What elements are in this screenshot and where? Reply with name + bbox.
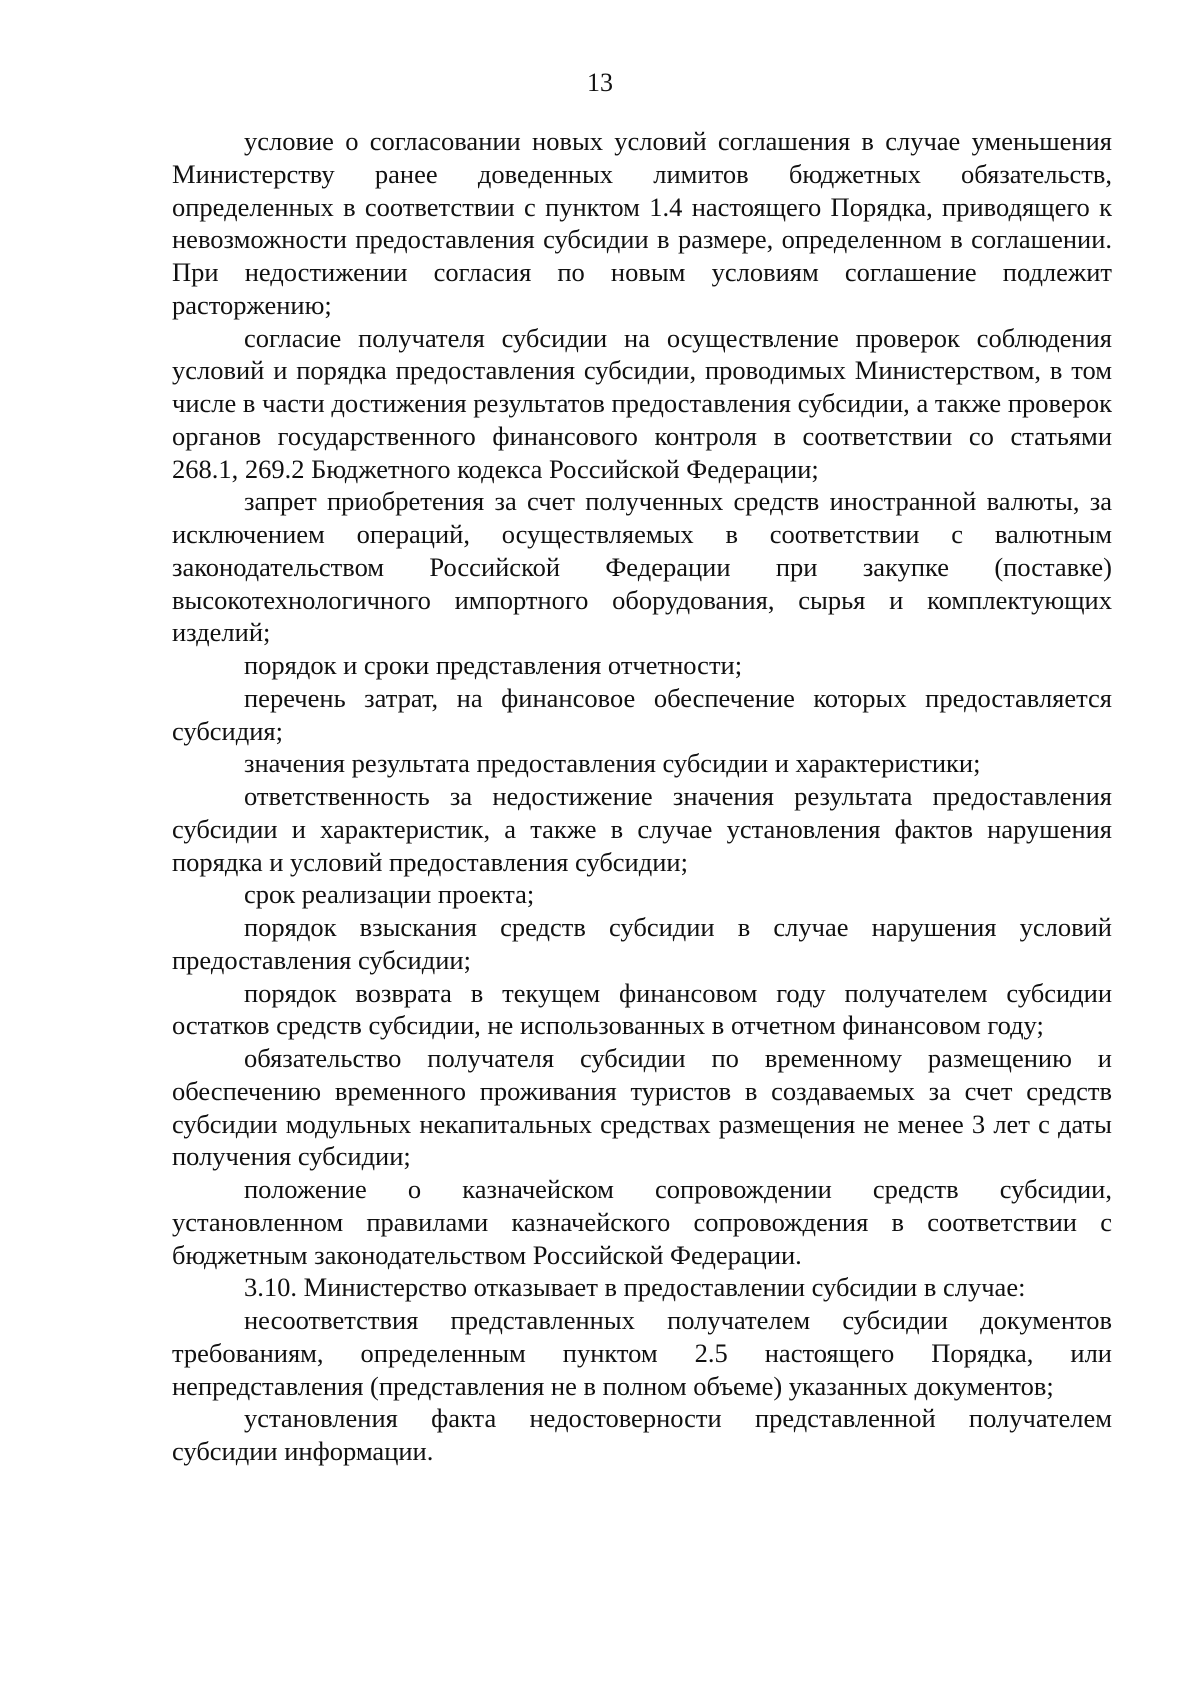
paragraph-section-3-10: 3.10. Министерство отказывает в предоставлении субсидии в случае: (244, 1272, 1026, 1303)
paragraph-false-information: установления факта недостоверности представленной получателем субсидии информации. (172, 1403, 1112, 1466)
paragraph-document-mismatch: несоответствия представленных получателем субсидии документов требованиям, определенным пунктом 2.5 настоящего Порядка, или непредставления (представления не в полном объеме) указанных документов; (172, 1305, 1112, 1401)
paragraph-treasury-support: положение о казначейском сопровождении средств субсидии, установленном правилами казначейского сопровождения в соответствии с бюджетным законодательством Российской Федерации. (172, 1174, 1112, 1270)
paragraph-accommodation-obligation: обязательство получателя субсидии по временному размещению и обеспечению временного проживания туристов в создаваемых за счет средств субсидии модульных некапитальных средствах размещения не менее 3 лет с даты получения субсидии; (172, 1043, 1112, 1172)
paragraph-refund: порядок возврата в текущем финансовом году получателем субсидии остатков средств субсидии, не использованных в отчетном финансовом году; (172, 977, 1112, 1041)
paragraph-reporting: порядок и сроки представления отчетности; (244, 650, 743, 680)
page-number: 13 (587, 68, 613, 97)
paragraph-cost-list: перечень затрат, на финансовое обеспечение которых предоставляется субсидия; (172, 682, 1112, 746)
paragraph-responsibility: ответственность за недостижение значения результата предоставления субсидии и характеристик, а также в случае установления фактов нарушения порядка и условий предоставления субсидии; (172, 781, 1112, 877)
paragraph-inspection-consent: согласие получателя субсидии на осуществление проверок соблюдения условий и порядка предоставления субсидии, проводимых Министерством, в том числе в части достижения результатов предоставления субсидии, а также проверок органов государственного финансового контроля в соответствии со статьями 268.1, 269.2 Бюджетного кодекса Российской Федерации; (172, 322, 1112, 484)
document-body (172, 125, 1112, 1468)
paragraph-currency-ban: запрет приобретения за счет полученных средств иностранной валюты, за исключением операций, осуществляемых в соответствии с валютным законодательством Российской Федерации при закупке (поставке) высокотехнологичного импортного оборудования, сырья и комплектующих изделий; (172, 486, 1112, 648)
paragraph-result-values: значения результата предоставления субсидии и характеристики; (244, 748, 981, 779)
paragraph-agreement-renegotiation: условие о согласовании новых условий соглашения в случае уменьшения Министерству ранее доведенных лимитов бюджетных обязательств, определенных в соответствии с пунктом 1.4 настоящего Порядка, приводящего к невозможности предоставления субсидии в размере, определенном в соглашении. При недостижении согласия по новым условиям соглашение подлежит расторжению; (172, 126, 1112, 320)
paragraph-project-term: срок реализации проекта; (244, 879, 535, 910)
paragraph-recovery: порядок взыскания средств субсидии в случае нарушения условий предоставления субсидии; (172, 912, 1112, 975)
